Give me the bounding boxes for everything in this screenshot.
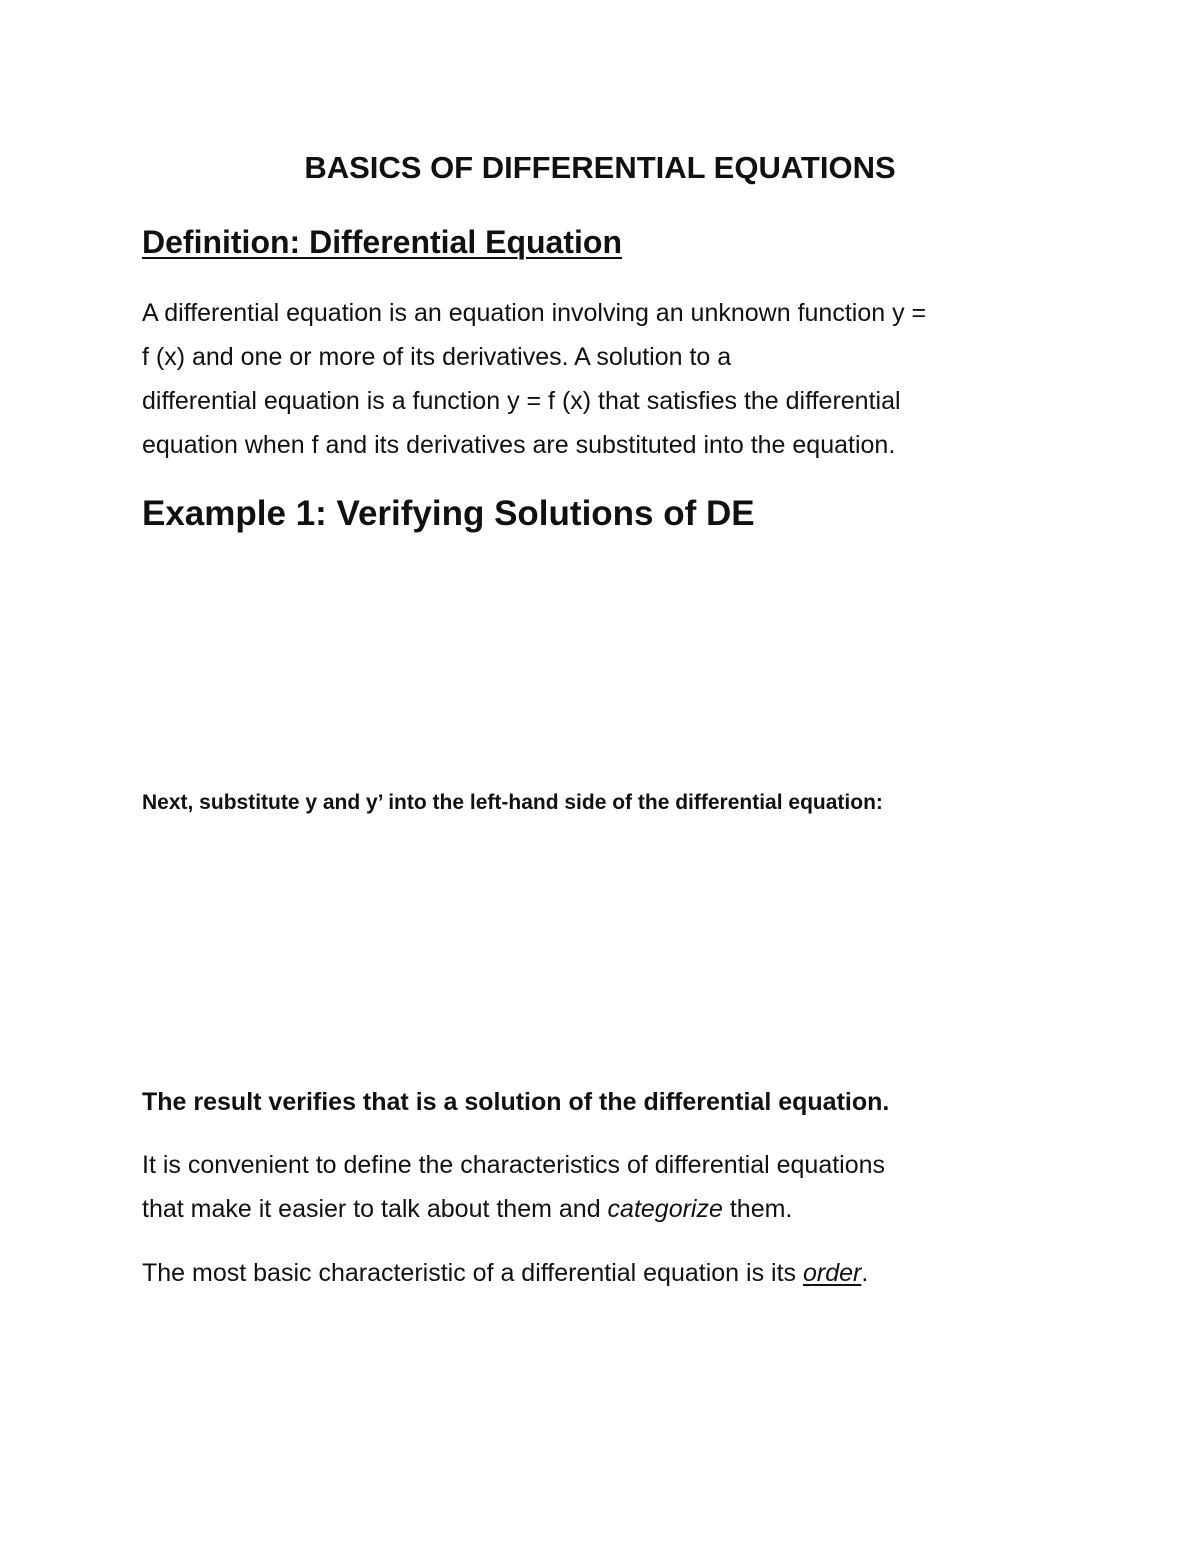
example-heading: Example 1: Verifying Solutions of DE — [142, 494, 755, 533]
characteristics-paragraph — [142, 1143, 1072, 1231]
order-line — [142, 1251, 1072, 1295]
order-line-end: . — [861, 1259, 869, 1287]
definition-paragraph — [142, 291, 1072, 467]
document-title: BASICS OF DIFFERENTIAL EQUATIONS — [304, 150, 896, 185]
characteristics-line-2-start: that make it easier to talk about them and — [142, 1195, 608, 1223]
definition-heading: Definition: Differential Equation — [142, 224, 622, 260]
order-line-start: The most basic characteristic of a differential equation is its — [142, 1259, 803, 1287]
characteristics-line-2 — [142, 1187, 1072, 1231]
definition-line-4: equation when f and its derivatives are substituted into the equation. — [142, 431, 896, 459]
characteristics-line-2-end: them. — [722, 1195, 793, 1223]
order-emphasis: order — [802, 1259, 862, 1287]
definition-line-3: differential equation is a function y = f (x) that satisfies the differential — [142, 387, 901, 415]
characteristics-line-1: It is convenient to define the characteristics of differential equations — [142, 1151, 886, 1179]
result-text: The result verifies that is a solution of the differential equation. — [142, 1088, 890, 1116]
definition-line-1: A differential equation is an equation involving an unknown function y = — [142, 299, 927, 327]
categorize-emphasis: categorize — [607, 1195, 723, 1223]
order-paragraph — [142, 1251, 1072, 1295]
next-step-text: Next, substitute y and y’ into the left-hand side of the differential equation: — [142, 791, 883, 814]
definition-line-2: f (x) and one or more of its derivatives. A solution to a — [142, 343, 732, 371]
